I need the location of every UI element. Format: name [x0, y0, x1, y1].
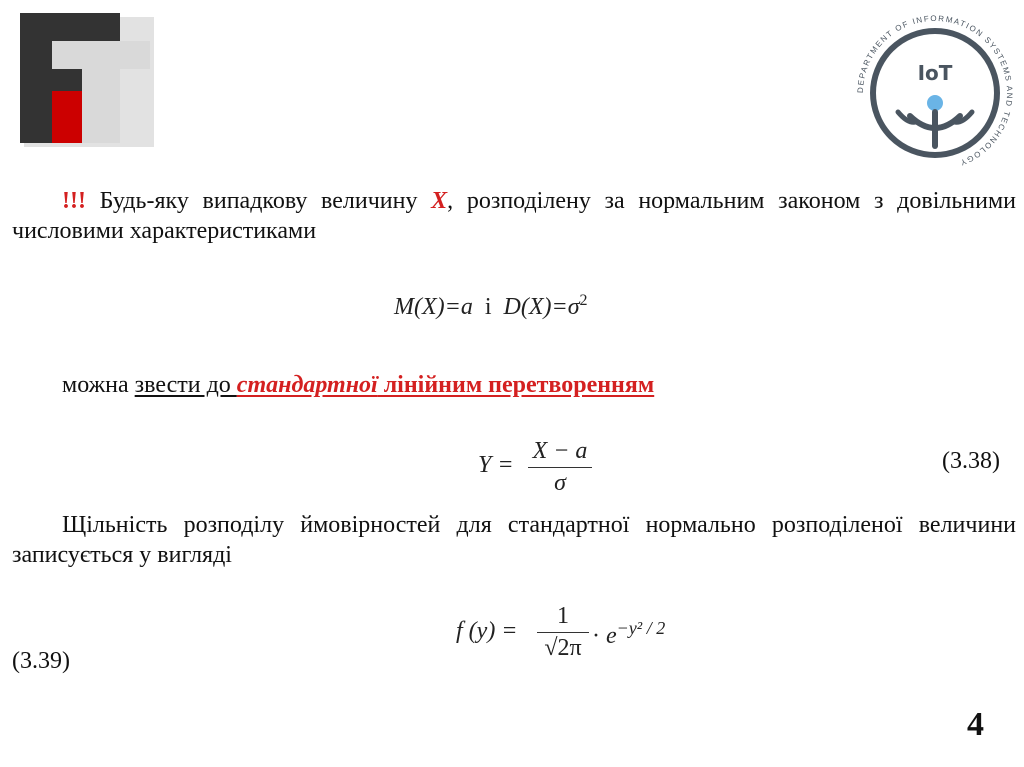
variable-x: X — [431, 188, 448, 214]
emphasis-marker: !!! — [62, 188, 86, 214]
iot-department-seal — [850, 8, 1020, 178]
paragraph-density: Щільність розподілу ймовірностей для стандартної нормально розподіленої величини записується у вигляді — [12, 512, 1016, 568]
formula2-fraction: X − a σ — [528, 438, 592, 497]
formula-standardization: Y = — [478, 452, 514, 478]
formula-density: f (y) = — [456, 618, 518, 644]
seal-ring-text: DEPARTMENT OF INFORMATION SYSTEMS AND TECHNOLOGY — [855, 13, 1015, 168]
equation-number-3-38: (3.38) — [942, 448, 1000, 474]
formula3-fraction: 1 √2π — [537, 603, 589, 662]
ft-logo — [20, 13, 154, 147]
equation-number-3-39: (3.39) — [12, 648, 70, 674]
formula3-exponential: · $e^{-y^2 / 2}$ — [592, 618, 666, 649]
seal-center-text: IoT — [917, 61, 953, 85]
formula-mean-variance: M(X)=a і $D(X)=\sigma^2$ — [394, 292, 588, 320]
page-number: 4 — [967, 706, 984, 743]
paragraph-standardize: можна звести до стандартної лінійним перетворенням — [62, 372, 655, 398]
paragraph-intro: !!! Будь-яку випадкову величину X, розподілену за нормальним законом з довільними числовими характеристиками — [12, 188, 1016, 244]
